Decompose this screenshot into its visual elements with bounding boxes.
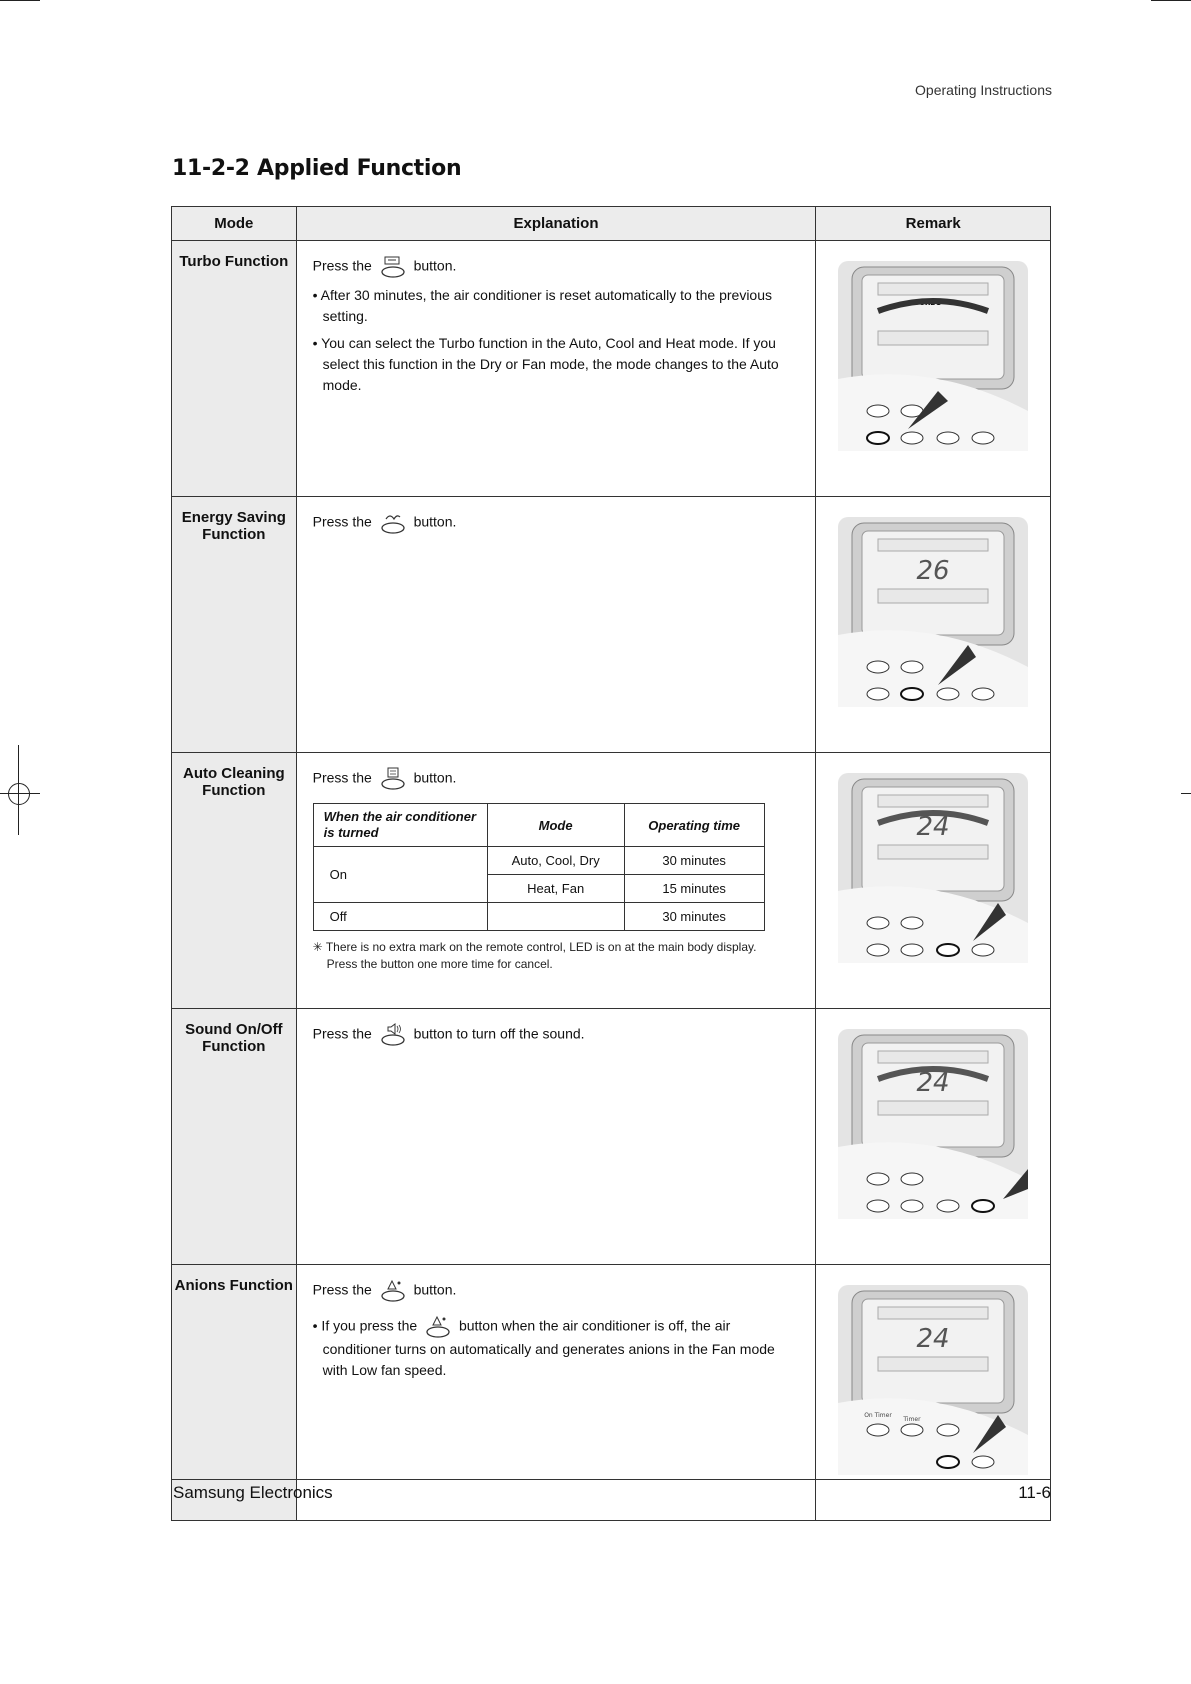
on-timer-label: On Timer [864, 1412, 892, 1419]
bullet-text [313, 1315, 800, 1381]
anions-button-icon [425, 1315, 451, 1339]
crop-mark [0, 0, 40, 1]
footer-divider [171, 1479, 1051, 1480]
display-label: TURBO [914, 299, 942, 307]
instruction [313, 1023, 800, 1047]
note-line: ✳ There is no extra mark on the remote control, LED is on at the main body display. [312, 940, 757, 954]
anions-button-icon [380, 1279, 406, 1303]
remark-cell [816, 753, 1051, 1009]
display-temperature: 26 [916, 556, 950, 586]
instruction-text: button. [413, 513, 457, 530]
table-cell: Auto, Cool, Dry [487, 847, 624, 875]
instruction [313, 511, 800, 535]
table-row-sound [172, 1009, 1051, 1265]
bullet-text-part: button when the air conditioner is off, the air conditioner turns on automatically and generates anions in the Fan mode with Low fan speed. [322, 1317, 775, 1378]
instruction-text: button. [413, 769, 457, 786]
table-cell: On [313, 847, 487, 903]
turbo-button-icon [380, 255, 406, 279]
explanation-cell [296, 753, 816, 1009]
mode-cell [172, 241, 297, 497]
mode-cell [172, 753, 297, 1009]
mode-label: Turbo Function [179, 253, 289, 270]
explanation-cell [296, 497, 816, 753]
mode-label: Function [202, 526, 266, 543]
instruction-text: button to turn off the sound. [413, 1025, 585, 1042]
table-cell: 30 minutes [624, 903, 764, 931]
mode-cell [172, 1009, 297, 1265]
instruction-text: Press the [312, 1281, 372, 1298]
table-row [313, 847, 764, 875]
header-explanation: Explanation [296, 207, 816, 241]
remark-cell [816, 1265, 1051, 1521]
sound-button-icon [380, 1023, 406, 1047]
mode-cell [172, 497, 297, 753]
instruction-text: button. [413, 257, 457, 274]
table-cell: Heat, Fan [487, 875, 624, 903]
bullet-text: • After 30 minutes, the air conditioner is reset automatically to the previous setting. [312, 287, 772, 324]
bullet-text: • You can select the Turbo function in the Auto, Cool and Heat mode. If you select this function in the Dry or Fan mode, the mode changes to the Auto mode. [312, 335, 779, 393]
table-row-turbo [172, 241, 1051, 497]
remote-control-auto-cleaning-illustration [838, 773, 1028, 963]
registration-mark [8, 783, 30, 805]
energy-saving-button-icon [380, 511, 406, 535]
crop-mark [1151, 0, 1191, 1]
table-row [313, 903, 764, 931]
note-line: Press the button one more time for cancel. [326, 957, 553, 971]
table-row-auto-cleaning [172, 753, 1051, 1009]
instruction-text: button. [413, 1281, 457, 1298]
display-temperature: 24 [916, 1068, 950, 1098]
applied-function-table [171, 206, 1051, 1521]
remote-control-anions-illustration [838, 1285, 1028, 1475]
remote-control-turbo-illustration [838, 261, 1028, 451]
note-text [313, 939, 800, 973]
auto-cleaning-button-icon [380, 767, 406, 791]
running-title: Operating Instructions [915, 82, 1052, 98]
sub-header: When the air conditioner is turned [313, 804, 487, 847]
header-mode: Mode [172, 207, 297, 241]
bullet-text-part: • If you press the [312, 1317, 418, 1334]
table-cell [487, 903, 624, 931]
remote-control-sound-illustration [838, 1029, 1028, 1219]
mode-label: Anions Function [174, 1277, 293, 1294]
page-number: 11-6 [1018, 1483, 1051, 1502]
remote-control-energy-saving-illustration [838, 517, 1028, 707]
instruction-text: Press the [312, 513, 372, 530]
mode-label: Function [202, 1038, 266, 1055]
mode-label: Energy Saving [181, 509, 286, 526]
instruction [313, 1279, 800, 1303]
timer-label: Timer [903, 1416, 921, 1423]
crop-mark [1181, 793, 1191, 794]
sub-header: Operating time [624, 804, 764, 847]
sub-header: Mode [487, 804, 624, 847]
display-temperature: 24 [916, 812, 950, 842]
mode-label: Auto Cleaning [182, 765, 285, 782]
remark-cell [816, 497, 1051, 753]
table-cell: 15 minutes [624, 875, 764, 903]
instruction-text: Press the [312, 1025, 372, 1042]
auto-cleaning-table [313, 803, 765, 931]
table-cell: 30 minutes [624, 847, 764, 875]
display-temperature: 24 [916, 1324, 950, 1354]
explanation-cell [296, 1265, 816, 1521]
remark-cell [816, 1009, 1051, 1265]
table-row-energy-saving [172, 497, 1051, 753]
instruction-text: Press the [312, 257, 372, 274]
footer-company: Samsung Electronics [173, 1483, 333, 1502]
remark-cell [816, 241, 1051, 497]
instruction [313, 255, 800, 279]
table-cell: Off [313, 903, 487, 931]
instruction [313, 767, 800, 791]
mode-label: Sound On/Off [185, 1021, 283, 1038]
explanation-cell [296, 241, 816, 497]
mode-label: Function [202, 782, 266, 799]
section-title: 11-2-2 Applied Function [172, 156, 462, 181]
header-remark: Remark [816, 207, 1051, 241]
crop-mark [18, 745, 19, 835]
explanation-cell [296, 1009, 816, 1265]
instruction-text: Press the [312, 769, 372, 786]
